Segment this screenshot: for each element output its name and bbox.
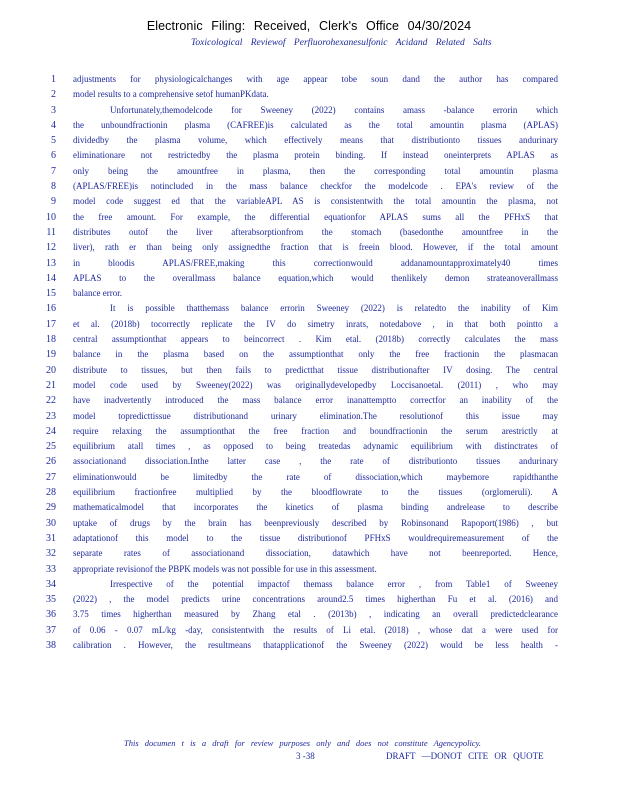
line-number: 12: [46, 242, 56, 254]
line-text: model code suggest ed that the variableAPL AS is consistentwith the total amountin the plasma, not: [73, 196, 558, 207]
line-number: 24: [46, 425, 56, 437]
line-number: 16: [46, 303, 56, 315]
line-text: of 0.06 - 0.07 mL/kg -day, consistentwith the results of Li etal. (2018) , whose dat a were used for: [73, 624, 558, 635]
text-line: [40, 454, 560, 469]
line-number: 25: [46, 441, 56, 453]
text-line: [40, 240, 560, 255]
text-line: [40, 72, 560, 87]
line-number: 10: [46, 211, 56, 223]
line-text: appropriate revisionof the PBPK models was not possible for use in this assessment.: [73, 563, 377, 574]
line-text: central assumptionthat appears to beincorrect . Kim etal. (2018b) correctly calculates the mass: [73, 334, 558, 345]
line-text: model topredicttissue distributionand urinary elimination.The resolutionof this issue may: [73, 410, 558, 421]
line-number: 23: [46, 410, 56, 422]
text-line: [40, 225, 560, 240]
line-text: adaptationof this model to the tissue distributionof PFHxS wouldrequiremeasurement of the: [73, 532, 558, 543]
line-text: distributes outof the liver afterabsorptionfrom the stomach (basedonthe amountfree in the: [73, 226, 558, 237]
line-text: uptake of drugs by the brain has beenpreviously described by Robinsonand Rapoport(1986) , but: [73, 517, 558, 528]
line-text: in bloodis APLAS/FREE,making this correctionwould addanamountapproximately40 times: [73, 257, 558, 268]
line-text: adjustments for physiologicalchanges with age appear tobe soun dand the author has compared: [73, 74, 558, 84]
line-number: 8: [51, 181, 56, 193]
text-line: [40, 592, 560, 607]
document-body: [40, 72, 560, 653]
text-line: [40, 393, 560, 408]
line-text: Unfortunately,themodelcode for Sweeney (2022) contains amass -balance errorin which: [110, 104, 558, 115]
line-number: 9: [51, 196, 56, 208]
text-line: [40, 271, 560, 286]
text-line: [40, 409, 560, 424]
line-text: separate rates of associationand dissociation, datawhich have not beenreported. Hence,: [73, 548, 558, 559]
line-number: 21: [46, 379, 56, 391]
draft-disclaimer: This documen t is a draft for review purposes only and does not constitute Agencypolicy.: [124, 738, 482, 748]
text-line: [40, 607, 560, 622]
text-line: [40, 87, 560, 102]
line-number: 1: [51, 74, 56, 85]
text-line: [40, 148, 560, 163]
line-number: 35: [46, 594, 56, 606]
line-number: 34: [46, 578, 56, 590]
line-number: 29: [46, 502, 56, 514]
line-text: mathematicalmodel that incorporates the kinetics of plasma binding andrelease to describe: [73, 502, 558, 513]
line-text: liver), rath er than being only assignedthe fraction that is freein blood. However, if the total amount: [73, 242, 558, 253]
line-number: 19: [46, 349, 56, 361]
line-number: 20: [46, 364, 56, 376]
line-text: require relaxing the assumptionthat the free fraction and boundfractionin the serum arestrictly at: [73, 425, 558, 436]
line-text: calibration . However, the resultmeans thatapplicationof the Sweeney (2022) would be less health -: [73, 639, 558, 650]
line-number: 15: [46, 288, 56, 300]
line-number: 32: [46, 548, 56, 560]
line-number: 14: [46, 272, 56, 284]
text-line: [40, 562, 560, 577]
text-line: [40, 301, 560, 316]
line-number: 26: [46, 456, 56, 468]
line-number: 4: [51, 119, 56, 131]
text-line: [40, 485, 560, 500]
text-line: [40, 103, 560, 118]
line-text: equilibrium atall times , as opposed to being treatedas adynamic equilibrium with distinctrates of: [73, 441, 558, 452]
text-line: [40, 516, 560, 531]
line-number: 37: [46, 624, 56, 636]
line-text: distribute to tissues, but then fails to predictthat tissue distributionafter IV dosing. The central: [73, 364, 558, 375]
text-line: [40, 500, 560, 515]
line-text: associationand dissociation.Inthe latter case , the rate of distributionto tissues andurinary: [73, 456, 558, 467]
text-line: [40, 378, 560, 393]
text-line: [40, 363, 560, 378]
line-number: 30: [46, 517, 56, 529]
text-line: [40, 179, 560, 194]
line-number: 22: [46, 395, 56, 407]
line-number: 27: [46, 471, 56, 483]
text-line: [40, 210, 560, 225]
line-number: 7: [51, 165, 56, 177]
line-number: 11: [46, 226, 56, 238]
page-number: 3 -38: [296, 751, 315, 761]
line-number: 6: [51, 150, 56, 162]
line-number: 33: [46, 563, 56, 575]
line-number: 3: [51, 104, 56, 116]
line-text: It is possible thatthemass balance errorin Sweeney (2022) is relatedto the inability of Kim: [110, 303, 558, 314]
text-line: [40, 286, 560, 301]
line-text: balance in the plasma based on the assumptionthat only the free fractionin the plasmacan: [73, 349, 558, 360]
text-line: [40, 638, 560, 653]
text-line: [40, 332, 560, 347]
line-text: only being the amountfree in plasma, then the corresponding total amountin plasma: [73, 165, 558, 176]
text-line: [40, 439, 560, 454]
line-number: 2: [51, 89, 56, 101]
text-line: [40, 424, 560, 439]
line-text: eliminationare not restrictedby the plasma protein binding. If instead oneinterprets APLAS as: [73, 150, 558, 161]
line-text: model code used by Sweeney(2022) was originallydevelopedby Loccisanoetal. (2011) , who may: [73, 379, 558, 390]
text-line: [40, 317, 560, 332]
line-number: 18: [46, 334, 56, 346]
line-text: dividedby the plasma volume, which effectively means that distributionto tissues andurinary: [73, 135, 558, 146]
draft-notice: DRAFT —DONOT CITE OR QUOTE: [386, 751, 544, 761]
text-line: [40, 118, 560, 133]
line-number: 38: [46, 639, 56, 651]
line-number: 5: [51, 135, 56, 147]
text-line: [40, 164, 560, 179]
line-number: 17: [46, 318, 56, 330]
line-text: Irrespective of the potential impactof themass balance error , from Table1 of Sweeney: [110, 578, 558, 589]
text-line: [40, 623, 560, 638]
filing-header: Electronic Filing: Received, Clerk's Office 04/30/2024: [146, 19, 472, 33]
line-text: (2022) , the model predicts urine concentrations around2.5 times higherthan Fu et al. (2016) and: [73, 594, 558, 605]
line-text: have inadvertently introduced the mass balance error inanattemptto correctfor an inability of the: [73, 395, 558, 406]
line-text: the unboundfractionin plasma (CAFREE)is calculated as the total amountin plasma (APLAS): [73, 119, 558, 130]
line-number: 36: [46, 609, 56, 621]
line-text: et al. (2018b) tocorrectly replicate the IV do simetry inrats, notedabove , in that both pointto a: [73, 318, 558, 329]
line-number: 13: [46, 257, 56, 269]
line-text: the free amount. For example, the differential equationfor APLAS sums all the PFHxS that: [73, 211, 558, 222]
text-line: [40, 347, 560, 362]
document-running-title: Toxicological Reviewof Perfluorohexanesulfonic Acidand Related Salts: [191, 38, 492, 48]
text-line: [40, 531, 560, 546]
text-line: [40, 256, 560, 271]
text-line: [40, 577, 560, 592]
text-line: [40, 470, 560, 485]
line-text: (APLAS/FREE)is notincluded in the mass balance checkfor the modelcode . EPA's review of the: [73, 181, 558, 192]
line-text: eliminationwould be limitedby the rate of dissociation,which maybemore rapidthanthe: [73, 471, 558, 482]
line-text: equilibrium fractionfree multiplied by the bloodflowrate to the tissues (orglomeruli). A: [73, 487, 558, 498]
text-line: [40, 194, 560, 209]
line-text: balance error.: [73, 288, 122, 299]
line-text: model results to a comprehensive setof humanPKdata.: [73, 89, 269, 100]
line-text: 3.75 times higherthan measured by Zhang etal . (2013b) , indicating an overall predictedclearance: [73, 609, 558, 620]
text-line: [40, 546, 560, 561]
line-text: APLAS to the overallmass balance equation,which would thenlikely demon strateanoverallmass: [73, 272, 558, 283]
line-number: 31: [46, 532, 56, 544]
line-number: 28: [46, 487, 56, 499]
text-line: [40, 133, 560, 148]
